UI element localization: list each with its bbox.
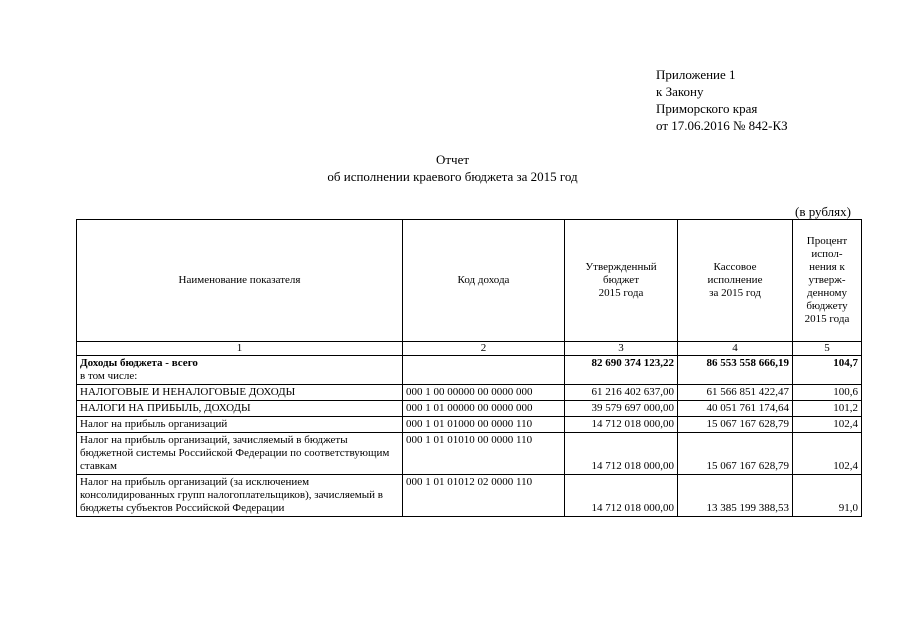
row-code: 000 1 01 01012 02 0000 110	[403, 475, 565, 517]
table-row	[77, 417, 862, 433]
row-approved: 14 712 018 000,00	[565, 417, 678, 433]
header-cash-line: исполнение	[707, 274, 763, 286]
header-percent-line: денному	[806, 287, 847, 299]
row-cash: 40 051 761 174,64	[678, 401, 793, 417]
header-code: Код дохода	[403, 220, 565, 342]
header-percent-line: Процент	[806, 235, 848, 247]
column-number-row	[77, 342, 862, 356]
budget-report-table	[76, 219, 862, 517]
row-cash: 13 385 199 388,53	[678, 475, 793, 517]
total-cash: 86 553 558 666,19	[678, 356, 793, 385]
row-code: 000 1 01 01000 00 0000 110	[403, 417, 565, 433]
row-name: НАЛОГОВЫЕ И НЕНАЛОГОВЫЕ ДОХОДЫ	[77, 385, 403, 401]
table-row	[77, 475, 862, 517]
header-percent-line: испол-	[811, 248, 843, 260]
header-percent-line: 2015 года	[804, 313, 850, 325]
table-row	[77, 385, 862, 401]
total-approved: 82 690 374 123,22	[565, 356, 678, 385]
row-approved: 14 712 018 000,00	[565, 475, 678, 517]
total-percent: 104,7	[793, 356, 862, 385]
total-name: Доходы бюджета - всего	[80, 357, 198, 369]
appendix-line-2: к Закону	[656, 84, 704, 99]
header-cash	[678, 220, 793, 342]
header-percent	[793, 220, 862, 342]
row-code: 000 1 00 00000 00 0000 000	[403, 385, 565, 401]
row-cash: 15 067 167 628,79	[678, 433, 793, 475]
column-number: 4	[678, 342, 793, 356]
row-code: 000 1 01 00000 00 0000 000	[403, 401, 565, 417]
header-approved-line: бюджет	[603, 274, 639, 286]
header-approved	[565, 220, 678, 342]
header-cash-line: за 2015 год	[709, 287, 761, 299]
report-title-line-1: Отчет	[435, 152, 470, 167]
units-label: (в рублях)	[795, 204, 851, 219]
total-subtitle: в том числе:	[80, 370, 138, 382]
row-name: НАЛОГИ НА ПРИБЫЛЬ, ДОХОДЫ	[77, 401, 403, 417]
appendix-block	[656, 66, 788, 134]
total-code-cell	[403, 356, 565, 385]
row-percent: 100,6	[793, 385, 862, 401]
column-number: 1	[77, 342, 403, 356]
row-name: Налог на прибыль организаций (за исключением консолидированных групп налогоплательщиков), зачисляемый в бюджеты субъектов Российской Федерации	[77, 475, 403, 517]
row-cash: 61 566 851 422,47	[678, 385, 793, 401]
row-code: 000 1 01 01010 00 0000 110	[403, 433, 565, 475]
row-approved: 14 712 018 000,00	[565, 433, 678, 475]
appendix-line-1: Приложение 1	[656, 67, 736, 82]
column-number: 3	[565, 342, 678, 356]
report-title-line-2: об исполнении краевого бюджета за 2015 год	[327, 169, 578, 184]
row-approved: 39 579 697 000,00	[565, 401, 678, 417]
total-name-cell	[77, 356, 403, 385]
report-title	[0, 151, 905, 185]
row-percent: 102,4	[793, 433, 862, 475]
row-name: Налог на прибыль организаций	[77, 417, 403, 433]
header-approved-line: Утвержденный	[585, 261, 657, 273]
table-row	[77, 401, 862, 417]
appendix-line-4: от 17.06.2016 № 842-КЗ	[656, 118, 788, 133]
table-header-row	[77, 220, 862, 342]
header-percent-line: утверж-	[808, 274, 846, 286]
appendix-line-3: Приморского края	[656, 101, 758, 116]
column-number: 5	[793, 342, 862, 356]
row-cash: 15 067 167 628,79	[678, 417, 793, 433]
header-percent-line: нения к	[809, 261, 845, 273]
table-row-total	[77, 356, 862, 385]
row-percent: 91,0	[793, 475, 862, 517]
header-approved-line: 2015 года	[598, 287, 644, 299]
column-number: 2	[403, 342, 565, 356]
header-name: Наименование показателя	[77, 220, 403, 342]
header-cash-line: Кассовое	[713, 261, 757, 273]
header-percent-line: бюджету	[806, 300, 848, 312]
row-approved: 61 216 402 637,00	[565, 385, 678, 401]
row-name: Налог на прибыль организаций, зачисляемый в бюджеты бюджетной системы Российской Федерации по соответствующим ставкам	[77, 433, 403, 475]
table-row	[77, 433, 862, 475]
row-percent: 101,2	[793, 401, 862, 417]
row-percent: 102,4	[793, 417, 862, 433]
